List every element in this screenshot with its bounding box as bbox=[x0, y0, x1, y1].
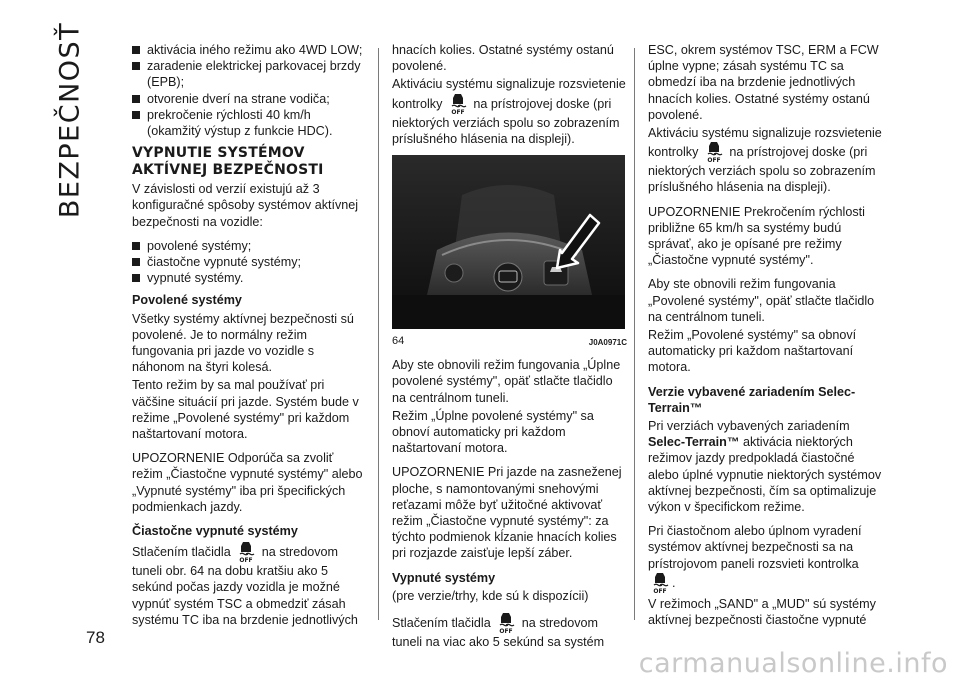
subheading: Verzie vybavené zariadením Selec-Terrain™ bbox=[648, 384, 856, 415]
list-item: aktivácia iného režimu ako 4WD LOW; bbox=[132, 42, 367, 58]
esc-off-icon bbox=[497, 612, 515, 634]
column-divider bbox=[378, 48, 379, 620]
text-span: . bbox=[672, 575, 676, 590]
paragraph: V závislosti od verzií existujú až 3 konfiguračné spôsoby systémov aktívnej bezpečnosti na vozidle: bbox=[132, 182, 359, 229]
esc-off-icon bbox=[237, 541, 255, 563]
subheading: Vypnuté systémy bbox=[392, 570, 496, 585]
text-column-2 bbox=[392, 42, 627, 658]
text-column-1 bbox=[132, 42, 367, 636]
paragraph bbox=[132, 541, 367, 628]
list-item: čiastočne vypnuté systémy; bbox=[132, 254, 367, 270]
paragraph bbox=[648, 125, 883, 196]
center-console-photo bbox=[392, 155, 625, 329]
paragraph: Všetky systémy aktívnej bezpečnosti sú povolené. Je to normálny režim fungovania pri jazde vo vozidle s náhonom na štyri kolesá. bbox=[132, 311, 354, 375]
esc-off-icon bbox=[705, 141, 723, 163]
paragraph: ESC, okrem systémov TSC, ERM a FCW úplne vypne; zásah systému TC sa obmedzí iba na brzdenie jednotlivých hnacích kolies. Ostatné systémy ostanú povolené. bbox=[648, 43, 879, 122]
paragraph bbox=[392, 76, 627, 147]
list-item: zaradenie elektrickej parkovacej brzdy (EPB); bbox=[132, 58, 367, 90]
column-divider bbox=[634, 48, 635, 620]
paragraph: (pre verzie/trhy, kde sú k dispozícii) bbox=[392, 588, 589, 603]
text-span: aktivácia niektorých režimov jazdy predpokladá čiastočné alebo úplné vypnutie niektorých systémov aktívnej bezpečnosti, čím sa optimalizuje výkon v špecifickom režime. bbox=[648, 435, 882, 515]
list-item: prekročenie rýchlosti 40 km/h (okamžitý výstup z funkcie HDC). bbox=[132, 107, 367, 139]
figure-caption bbox=[392, 333, 627, 351]
text-span: Pri čiastočnom alebo úplnom vyradení systémov aktívnej bezpečnosti sa na prístrojovom paneli rozsvieti kontrolka bbox=[648, 524, 862, 571]
paragraph: hnacích kolies. Ostatné systémy ostanú povolené. bbox=[392, 43, 614, 74]
deactivation-conditions-list bbox=[132, 42, 367, 139]
text-span: na prístrojovej doske (pri niektorých verziách spolu so zobrazením príslušného hlásenia na displeji). bbox=[648, 145, 876, 195]
text-span: Aktiváciu systému signalizuje rozsvietenie kontrolky bbox=[392, 77, 626, 111]
subheading: Čiastočne vypnuté systémy bbox=[132, 524, 298, 539]
paragraph: Režim „Úplne povolené systémy" sa obnoví automaticky pri každom naštartovaní motora. bbox=[392, 408, 594, 456]
brand-name: Selec-Terrain™ bbox=[648, 435, 740, 450]
text-span: na stredovom tuneli obr. 64 na dobu kratšiu ako 5 sekúnd počas jazdy vozidla je možné vypnúť systém TSC a obmedziť zásah systému TC iba na brzdenie jednotlivých bbox=[132, 545, 358, 627]
paragraph: Aby ste obnovili režim fungovania „Úplne povolené systémy", opäť stlačte tlačidlo na centrálnom tuneli. bbox=[392, 358, 621, 405]
text-span: Stlačením tlačidla bbox=[132, 545, 231, 560]
section-heading: VYPNUTIE SYSTÉMOV AKTÍVNEJ BEZPEČNOSTI bbox=[132, 145, 324, 179]
section-title: BEZPEČNOSŤ bbox=[54, 21, 86, 219]
text-span: Stlačením tlačidla bbox=[392, 616, 491, 631]
text-span: na prístrojovej doske (pri niektorých verziách spolu so zobrazením príslušného hlásenia na displeji). bbox=[392, 96, 620, 146]
paragraph: V režimoch „SAND" a „MUD" sú systémy aktívnej bezpečnosti čiastočne vypnuté bbox=[648, 596, 876, 628]
text-column-3 bbox=[648, 42, 883, 636]
paragraph: Tento režim by sa mal používať pri väčšine situácií pri jazde. Systém bude v režime „Povolené systémy" pri každom naštartovaní motora. bbox=[132, 378, 359, 442]
esc-off-icon bbox=[449, 93, 467, 115]
modes-list bbox=[132, 238, 367, 287]
text-span: Aktiváciu systému signalizuje rozsvietenie kontrolky bbox=[648, 126, 882, 160]
paragraph bbox=[648, 418, 883, 515]
text-span: na stredovom tuneli na viac ako 5 sekúnd sa systém bbox=[392, 616, 605, 650]
figure-code: J0A0971C bbox=[588, 338, 627, 348]
subheading: Povolené systémy bbox=[132, 293, 242, 308]
console-illustration bbox=[392, 155, 625, 329]
paragraph: UPOZORNENIE Prekročením rýchlosti približne 65 km/h sa systémy budú správať, ako je opísané pre režimy „Čiastočne vypnuté systémy". bbox=[648, 204, 865, 268]
paragraph bbox=[392, 612, 627, 650]
list-item: otvorenie dverí na strane vodiča; bbox=[132, 91, 367, 107]
paragraph: UPOZORNENIE Odporúča sa zvoliť režim „Čiastočne vypnuté systémy" alebo „Vypnuté systémy" iba pri špecifických podmienkach jazdy. bbox=[132, 451, 363, 514]
esc-off-icon bbox=[651, 572, 669, 594]
paragraph: Režim „Povolené systémy" sa obnoví automaticky pri každom naštartovaní motora. bbox=[648, 328, 857, 375]
paragraph: Aby ste obnovili režim fungovania „Povolené systémy", opäť stlačte tlačidlo na centrálnom tuneli. bbox=[648, 277, 875, 324]
figure-number: 64 bbox=[392, 335, 405, 348]
page-number: 78 bbox=[86, 628, 105, 647]
paragraph: UPOZORNENIE Pri jazde na zasneženej ploche, s namontovanými snehovými reťazami môže byť užitočné aktivovať režim „Čiastočne vypnuté systémy": za týchto podmienok kĺzanie hnacích kolies pri rozjazde zaisťuje lepší záber. bbox=[392, 465, 622, 561]
list-item: povolené systémy; bbox=[132, 238, 367, 254]
text-span: Pri verziách vybavených zariadením bbox=[648, 419, 850, 434]
watermark: carmanualsonline.info bbox=[638, 648, 948, 679]
paragraph bbox=[648, 523, 883, 594]
list-item: vypnuté systémy. bbox=[132, 270, 367, 286]
